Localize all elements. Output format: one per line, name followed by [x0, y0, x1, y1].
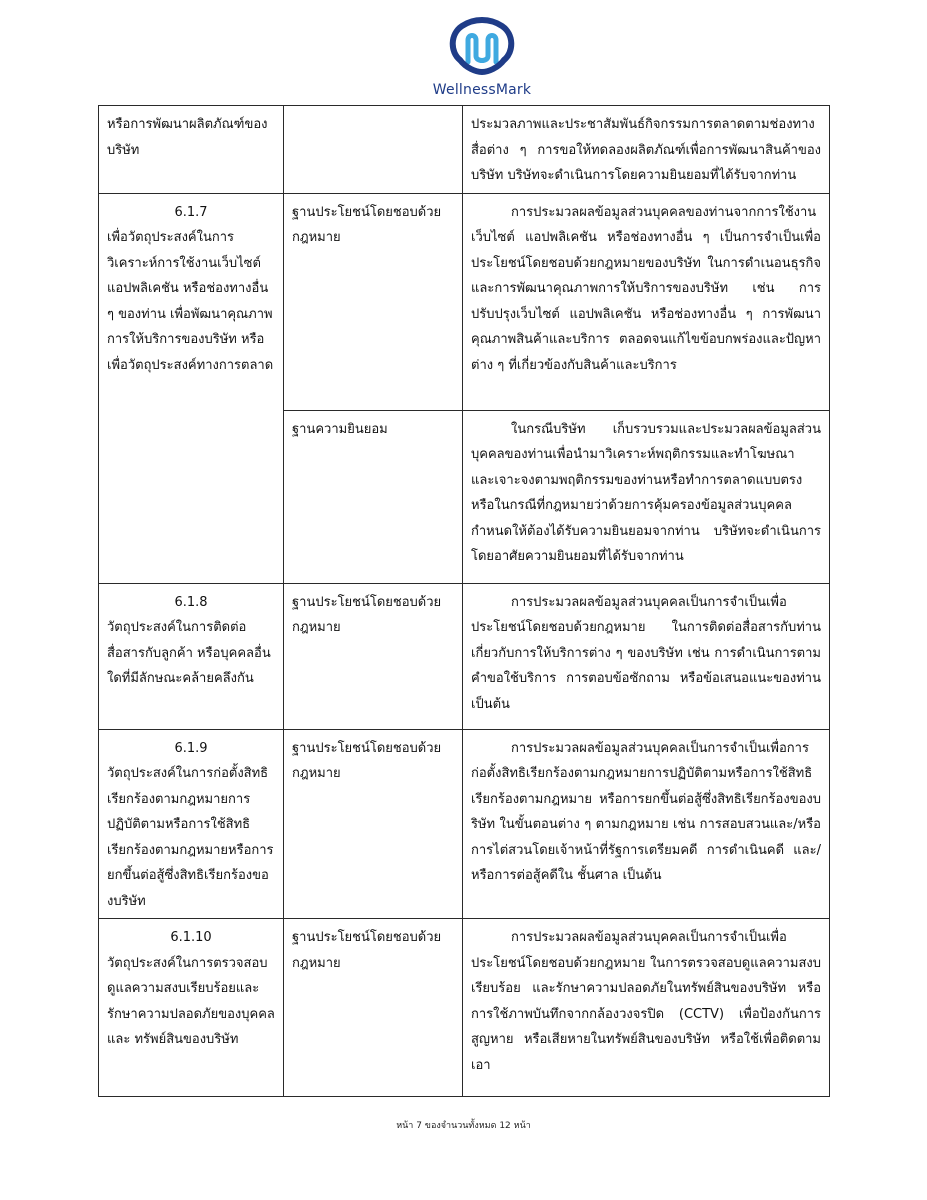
detail-text: การประมวลผลข้อมูลส่วนบุคคลเป็นการจำเป็นเพื่อประโยชน์โดยชอบด้วยกฎหมาย ในการตรวจสอบดูแลความสงบเรียบร้อย และรักษาความปลอดภัยในทรัพย์สินของบริษัท หรือการใช้ภาพบันทึกจากกล้องวงจรปิด (CCTV) เพื่อป้องกันการสูญหาย หรือเสียหายในทรัพย์สินของบริษัท หรือใช้เพื่อติดตามเอา	[471, 930, 821, 1073]
purpose-text: หรือการพัฒนาผลิตภัณฑ์ของบริษัท	[107, 117, 268, 158]
page-footer: หน้า 7 ของจำนวนทั้งหมด 12 หน้า	[396, 1121, 531, 1131]
purpose-text: วัตถุประสงค์ในการก่อตั้งสิทธิเรียกร้องตามกฎหมายการปฏิบัติตามหรือการใช้สิทธิเรียกร้องตามกฎหมายหรือการยกขึ้นต่อสู้ซึ่งสิทธิเรียกร้องของบริษัท	[107, 766, 274, 909]
basis-cell	[284, 410, 463, 583]
detail-cell	[463, 583, 830, 729]
basis-cell	[284, 106, 463, 194]
detail-cell	[463, 106, 830, 194]
detail-cell	[463, 193, 830, 410]
table-row	[99, 106, 830, 194]
detail-text: การประมวลผลข้อมูลส่วนบุคคลเป็นการจำเป็นเพื่อประโยชน์โดยชอบด้วยกฎหมาย ในการติดต่อสื่อสารกับท่านเกี่ยวกับการให้บริการต่าง ๆ ของบริษัท เช่น การดำเนินการตามคำขอใช้บริการ การตอบข้อซักถาม หรือข้อเสนอแนะของท่าน เป็นต้น	[471, 594, 821, 712]
company-logo	[432, 16, 532, 100]
basis-cell	[284, 583, 463, 729]
purpose-cell	[99, 193, 284, 583]
data-processing-table	[98, 105, 830, 1097]
purpose-text: วัตถุประสงค์ในการตรวจสอบดูแลความสงบเรียบร้อยและรักษาความปลอดภัยของบุคคลและ ทรัพย์สินของบริษัท	[107, 955, 275, 1047]
basis-cell	[284, 919, 463, 1097]
basis-text: ฐานความยินยอม	[292, 421, 388, 437]
purpose-number: 6.1.9	[174, 740, 208, 756]
purpose-text: วัตถุประสงค์ในการติดต่อสื่อสารกับลูกค้า หรือบุคคลอื่นใดที่มีลักษณะคล้ายคลึงกัน	[107, 620, 271, 686]
basis-text: ฐานประโยชน์โดยชอบด้วยกฎหมาย	[292, 930, 442, 971]
basis-text: ฐานประโยชน์โดยชอบด้วยกฎหมาย	[292, 204, 442, 245]
brand-name: WellnessMark	[432, 82, 532, 98]
basis-text: ฐานประโยชน์โดยชอบด้วยกฎหมาย	[292, 594, 442, 635]
purpose-number: 6.1.8	[174, 594, 208, 610]
purpose-number: 6.1.10	[170, 930, 212, 945]
detail-cell	[463, 919, 830, 1097]
detail-cell	[463, 729, 830, 919]
basis-text: ฐานประโยชน์โดยชอบด้วยกฎหมาย	[292, 740, 442, 781]
detail-text: ในกรณีบริษัท เก็บรวบรวมและประมวลผลข้อมูลส่วนบุคคลของท่านเพื่อนำมาวิเคราะห์พฤติกรรมและทำโฆษณา และเจาะจงตามพฤติกรรมของท่านหรือทำการตลาดแบบตรง หรือในกรณีที่กฎหมายว่าด้วยการคุ้มครองข้อมูลส่วนบุคคลกำหนดให้ต้องได้รับความยินยอมจากท่าน บริษัทจะดำเนินการโดยอาศัยความยินยอมที่ได้รับจากท่าน	[471, 421, 821, 564]
purpose-number: 6.1.7	[174, 204, 208, 220]
purpose-cell	[99, 729, 284, 919]
detail-cell	[463, 410, 830, 583]
wellnessmark-logo-icon	[442, 16, 522, 76]
table-row	[99, 193, 830, 410]
table-row	[99, 729, 830, 919]
basis-cell	[284, 729, 463, 919]
detail-text: การประมวลผลข้อมูลส่วนบุคคลเป็นการจำเป็นเพื่อการก่อตั้งสิทธิเรียกร้องตามกฎหมายการปฏิบัติตามหรือการใช้สิทธิเรียกร้องตามกฎหมาย หรือการยกขึ้นต่อสู้ซึ่งสิทธิเรียกร้องของบริษัท ในขั้นตอนต่าง ๆ ตามกฎหมาย เช่น การสอบสวนและ/หรือการไต่สวนโดยเจ้าหน้าที่รัฐการเตรียมคดี การดำเนินคดี และ/หรือการต่อสู้คดีใน ชั้นศาล เป็นต้น	[471, 740, 821, 883]
purpose-cell	[99, 919, 284, 1097]
purpose-cell	[99, 106, 284, 194]
table-row	[99, 583, 830, 729]
detail-text: การประมวลผลข้อมูลส่วนบุคคลของท่านจากการใช้งานเว็บไซต์ แอปพลิเคชัน หรือช่องทางอื่น ๆ เป็นการจำเป็นเพื่อประโยชน์โดยชอบด้วยกฎหมายของบริษัท ในการดำเนอนธุรกิจและการพัฒนาคุณภาพการให้บริการของบริษัท เช่น การปรับปรุงเว็บไซต์ แอปพลิเคชัน หรือช่องทางอื่น ๆ การพัฒนาคุณภาพสินค้าและบริการ ตลอดจนแก้ไขข้อบกพร่องและปัญหาต่าง ๆ ที่เกี่ยวข้องกับสินค้าและบริการ	[471, 204, 821, 373]
detail-text: ประมวลภาพและประชาสัมพันธ์กิจกรรมการตลาดตามช่องทางสื่อต่าง ๆ การขอให้ทดลองผลิตภัณฑ์เพื่อการพัฒนาสินค้าของบริษัท บริษัทจะดำเนินการโดยความยินยอมที่ได้รับจากท่าน	[471, 117, 821, 183]
purpose-text: เพื่อวัตถุประสงค์ในการวิเคราะห์การใช้งานเว็บไซต์ แอปพลิเคชัน หรือช่องทางอื่น ๆ ของท่าน เพื่อพัฒนาคุณภาพการให้บริการของบริษัท หรือเพื่อวัตถุประสงค์ทางการตลาด	[107, 230, 274, 373]
basis-cell	[284, 193, 463, 410]
table-row	[99, 919, 830, 1097]
purpose-cell	[99, 583, 284, 729]
